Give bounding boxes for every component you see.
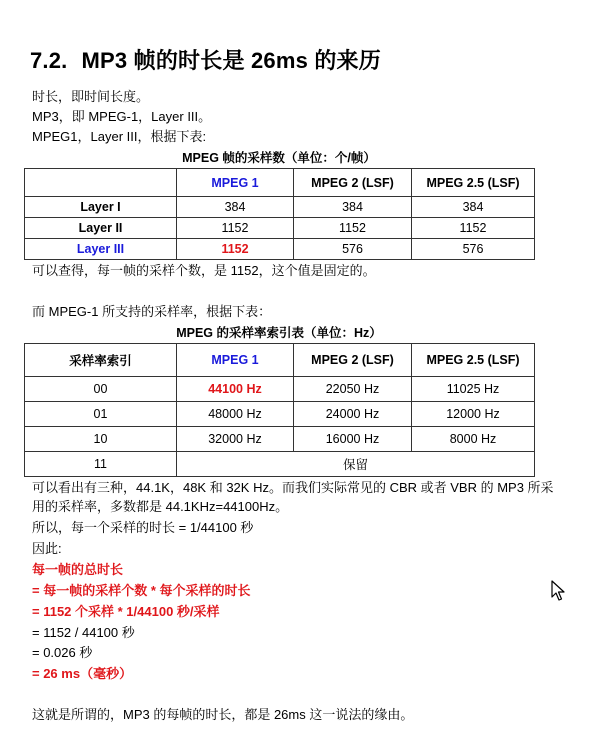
- derivation-line: = 0.026 秒: [32, 645, 93, 660]
- derivation-line: = 1152 个采样 * 1/44100 秒/采样: [32, 604, 220, 619]
- table-row: [25, 427, 535, 452]
- table-row: [25, 377, 535, 402]
- table-cell: 48000 Hz: [177, 402, 294, 427]
- table-cell: 01: [25, 402, 177, 427]
- reserved-cell: 保留: [177, 452, 535, 477]
- paragraph-line: 所以，每一个采样的时长 = 1/44100 秒: [32, 520, 254, 535]
- table-cell: 384: [412, 197, 535, 218]
- derivation-line: = 每一帧的采样个数 * 每个采样的时长: [32, 583, 251, 598]
- intro-line-2: MP3，即 MPEG-1，Layer III。: [32, 109, 212, 124]
- table2-header-cell: 采样率索引: [25, 344, 177, 377]
- table-cell: 16000 Hz: [294, 427, 412, 452]
- table-row: [25, 452, 535, 477]
- samples-per-frame-table: [24, 168, 535, 260]
- derivation-line: 每一帧的总时长: [32, 562, 124, 577]
- table2-header-row: [25, 344, 535, 377]
- table-cell: 1152: [294, 218, 412, 239]
- table-cell: 1152: [177, 239, 294, 260]
- table-cell: 24000 Hz: [294, 402, 412, 427]
- mouse-pointer-icon: [551, 580, 567, 602]
- derivation-line: = 26 ms（毫秒）: [32, 666, 133, 681]
- section-heading: [30, 44, 381, 75]
- section-title: MP3 帧的时长是 26ms 的来历: [81, 48, 381, 73]
- table-cell: 12000 Hz: [412, 402, 535, 427]
- table-cell: 10: [25, 427, 177, 452]
- table-cell: Layer II: [25, 218, 177, 239]
- table-cell: 11: [25, 452, 177, 477]
- intro-line-1: 时长，即时间长度。: [32, 89, 150, 104]
- table1-header-cell: [25, 169, 177, 197]
- intro-line-3: MPEG1，Layer III，根据下表:: [32, 129, 207, 144]
- table-cell: 384: [294, 197, 412, 218]
- paragraph-line: 可以看出有三种，44.1K，48K 和 32K Hz。而我们实际常见的 CBR 或者 VBR 的 MP3 所采: [32, 480, 554, 495]
- table1-header-cell: MPEG 2.5 (LSF): [412, 169, 535, 197]
- table-cell: 22050 Hz: [294, 377, 412, 402]
- table-cell: 8000 Hz: [412, 427, 535, 452]
- derivation-line: = 1152 / 44100 秒: [32, 625, 135, 640]
- table1-header-cell: MPEG 2 (LSF): [294, 169, 412, 197]
- table-cell: Layer III: [25, 239, 177, 260]
- table-row: [25, 402, 535, 427]
- table2-caption: MPEG 的采样率索引表（单位：Hz）: [176, 326, 382, 340]
- table-cell: 1152: [177, 218, 294, 239]
- table2-header-cell: MPEG 1: [177, 344, 294, 377]
- table1-header-row: [25, 169, 535, 197]
- table1-caption: MPEG 帧的采样数（单位：个/帧）: [182, 151, 376, 165]
- table-cell: 1152: [412, 218, 535, 239]
- table-cell: 44100 Hz: [177, 377, 294, 402]
- table-row: [25, 197, 535, 218]
- table1-header-cell: MPEG 1: [177, 169, 294, 197]
- table-cell: Layer I: [25, 197, 177, 218]
- table-row: [25, 239, 535, 260]
- paragraph-line: 因此:: [32, 541, 62, 556]
- section-number: 7.2.: [30, 48, 68, 73]
- table-cell: 576: [412, 239, 535, 260]
- table-cell: 32000 Hz: [177, 427, 294, 452]
- table-row: [25, 218, 535, 239]
- paragraph-line: 用的采样率，多数都是 44.1KHz=44100Hz。: [32, 499, 289, 514]
- table-cell: 00: [25, 377, 177, 402]
- table-cell: 576: [294, 239, 412, 260]
- table2-header-cell: MPEG 2 (LSF): [294, 344, 412, 377]
- table-cell: 384: [177, 197, 294, 218]
- table-cell: 11025 Hz: [412, 377, 535, 402]
- sample-rate-index-table: [24, 343, 535, 477]
- table2-header-cell: MPEG 2.5 (LSF): [412, 344, 535, 377]
- paragraph-line: 可以查得，每一帧的采样个数，是 1152，这个值是固定的。: [32, 263, 376, 278]
- paragraph-line: 这就是所谓的，MP3 的每帧的时长，都是 26ms 这一说法的缘由。: [32, 707, 414, 722]
- paragraph-line: 而 MPEG-1 所支持的采样率，根据下表：: [32, 304, 272, 319]
